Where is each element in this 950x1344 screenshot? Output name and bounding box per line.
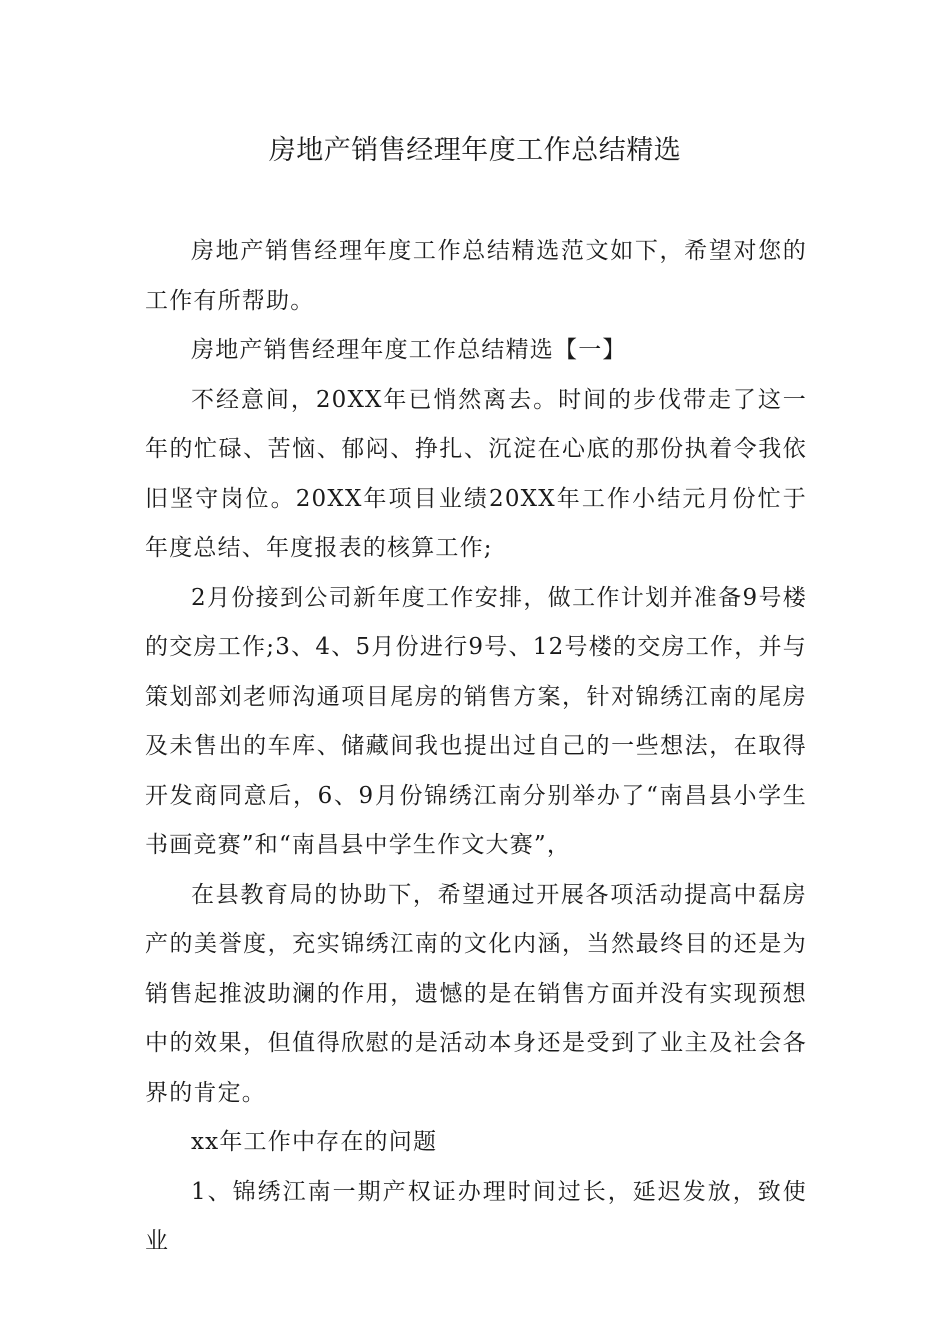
intro-paragraph: 房地产销售经理年度工作总结精选范文如下，希望对您的工作有所帮助。 — [145, 238, 807, 314]
document-body — [145, 227, 807, 1267]
body-paragraph: 在县教育局的协助下，希望通过开展各项活动提高中磊房产的美誉度，充实锦绣江南的文化内涵，当然最终目的还是为销售起推波助澜的作用，遗憾的是在销售方面并没有实现预想中的效果，但值得欣慰的是活动本身还是受到了业主及社会各界的肯定。 — [145, 881, 807, 1106]
list-item-paragraph: 1、锦绣江南一期产权证办理时间过长，延迟发放，致使业 — [145, 1178, 807, 1254]
section-heading: 房地产销售经理年度工作总结精选【一】 — [191, 337, 627, 363]
document-title: 房地产销售经理年度工作总结精选 — [268, 135, 682, 166]
body-paragraph: 不经意间，20XX年已悄然离去。时间的步伐带走了这一年的忙碌、苦恼、郁闷、挣扎、沉淀在心底的那份执着令我依旧坚守岗位。20XX年项目业绩20XX年工作小结元月份忙于年度总结、年度报表的核算工作; — [145, 386, 807, 561]
body-paragraph: 2月份接到公司新年度工作安排，做工作计划并准备9号楼的交房工作;3、4、5月份进行9号、12号楼的交房工作，并与策划部刘老师沟通项目尾房的销售方案，针对锦绣江南的尾房及未售出的车库、储藏间我也提出过自己的一些想法，在取得开发商同意后，6、9月份锦绣江南分别举办了“南昌县小学生书画竞赛”和“南昌县中学生作文大赛”， — [145, 584, 807, 858]
subsection-heading: xx年工作中存在的问题 — [191, 1129, 438, 1155]
